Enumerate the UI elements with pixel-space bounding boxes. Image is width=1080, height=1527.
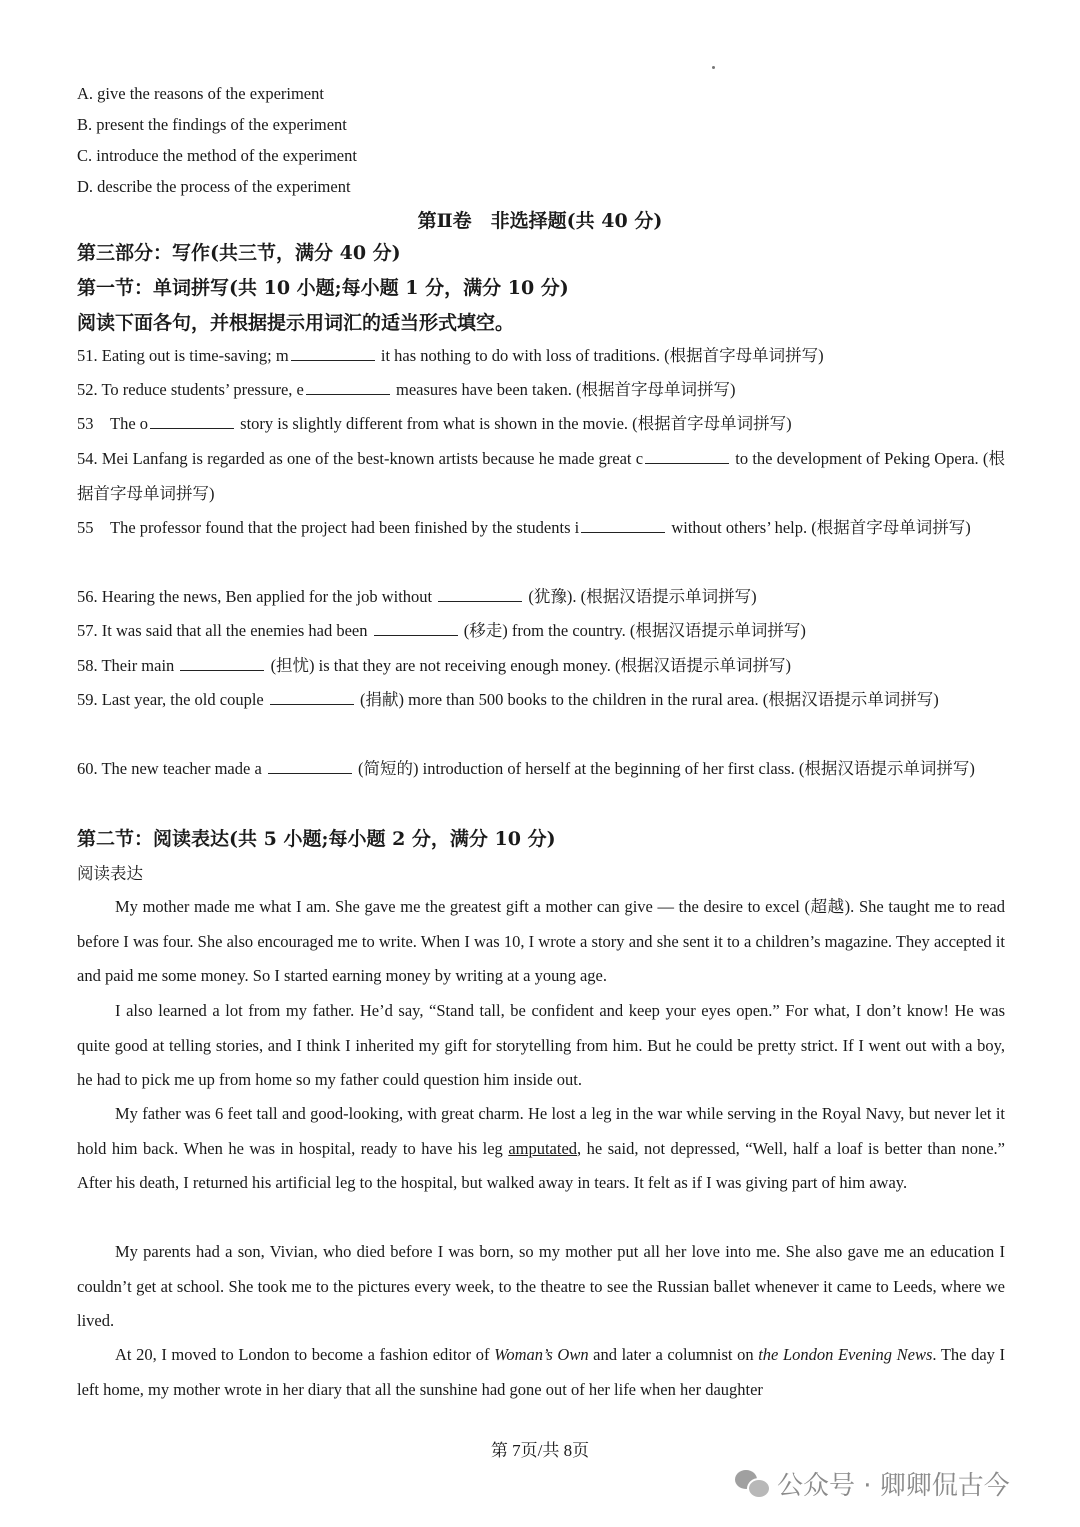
magazine-title: Woman’s Own xyxy=(494,1345,589,1364)
question-56: 56. Hearing the news, Ben applied for the job without (犹豫). (根据汉语提示单词拼写) xyxy=(77,580,1005,615)
question-59: 59. Last year, the old couple (捐献) more than 500 books to the children in the rural area. (根据汉语提示单词拼写) xyxy=(77,683,1005,718)
answer-blank-57[interactable] xyxy=(374,617,458,636)
answer-blank-54[interactable] xyxy=(645,445,729,464)
question-60: 60. The new teacher made a (简短的) introduction of herself at the beginning of her first class. (根据汉语提示单词拼写) xyxy=(77,752,1005,787)
passage-paragraph-5: At 20, I moved to London to become a fashion editor of Woman’s Own and later a columnist on the London Evening News. The day I left home, my mother wrote in her diary that all the sunshine had gone out of her life when her daughter xyxy=(77,1345,1005,1399)
answer-blank-53[interactable] xyxy=(150,410,234,429)
option-d: D. describe the process of the experiment xyxy=(77,177,351,196)
section1-title: 第一节：单词拼写(共 10 小题;每小题 1 分，满分 10 分) xyxy=(77,277,569,299)
reading-label: 阅读表达 xyxy=(77,864,143,883)
volume-title: 第Ⅱ卷 非选择题(共 40 分) xyxy=(417,210,663,232)
question-54: 54. Mei Lanfang is regarded as one of the best-known artists because he made great c to the development of Peking Opera. (根据首字母单词拼写) xyxy=(77,442,1005,511)
question-52: 52. To reduce students’ pressure, e measures have been taken. (根据首字母单词拼写) xyxy=(77,373,1005,408)
passage-paragraph-4: My parents had a son, Vivian, who died before I was born, so my mother put all her love into me. She also gave me an education I couldn’t get at school. She took me to the pictures every week, to the theatre to see the Russian ballet whenever it came to Leeds, where we lived. xyxy=(77,1242,1005,1330)
answer-blank-60[interactable] xyxy=(268,755,352,774)
part3-title: 第三部分：写作(共三节，满分 40 分) xyxy=(77,242,401,264)
page-number: 第 7页/共 8页 xyxy=(490,1441,590,1460)
question-53: 53 The o story is slightly different from what is shown in the movie. (根据首字母单词拼写) xyxy=(77,407,1005,442)
underlined-word: amputated xyxy=(508,1138,578,1158)
newspaper-title: the London Evening News xyxy=(758,1345,933,1364)
passage-paragraph-2: I also learned a lot from my father. He’d say, “Stand tall, be confident and keep your eyes open.” For what, I don’t know! He was quite good at telling stories, and I think I inherited my gift for storytelling from him. But he could be pretty strict. If I went out with a boy, he had to pick me up from home so my father could question him inside out. xyxy=(77,1001,1005,1089)
section1-instruction: 阅读下面各句，并根据提示用词汇的适当形式填空。 xyxy=(77,312,515,334)
answer-blank-52[interactable] xyxy=(306,376,390,395)
section2-title: 第二节：阅读表达(共 5 小题;每小题 2 分，满分 10 分) xyxy=(77,828,556,850)
question-57: 57. It was said that all the enemies had been (移走) from the country. (根据汉语提示单词拼写) xyxy=(77,614,1005,649)
watermark xyxy=(735,1461,1010,1505)
scan-speck xyxy=(712,66,715,69)
answer-blank-51[interactable] xyxy=(291,342,375,361)
option-b: B. present the findings of the experiment xyxy=(77,115,347,134)
watermark-text: 公众号 · 卿卿侃古今 xyxy=(777,1470,1010,1501)
option-a: A. give the reasons of the experiment xyxy=(77,84,324,103)
passage-paragraph-1: My mother made me what I am. She gave me the greatest gift a mother can give — the desire to excel (超越). She taught me to read before I was four. She also encouraged me to write. When I was 10, I wrote a story and she sent it to a children’s magazine. They accepted it and paid me some money. So I started earning money by writing at a young age. xyxy=(77,897,1005,985)
question-55: 55 The professor found that the project had been finished by the students i without others’ help. (根据首字母单词拼写) xyxy=(77,511,1005,546)
answer-blank-55[interactable] xyxy=(581,514,665,533)
wechat-icon xyxy=(735,1468,769,1498)
answer-blank-56[interactable] xyxy=(438,583,522,602)
answer-blank-58[interactable] xyxy=(180,652,264,671)
passage-paragraph-3: My father was 6 feet tall and good-looking, with great charm. He lost a leg in the war while serving in the Royal Navy, but never let it hold him back. When he was in hospital, ready to have his leg amputated, he said, not depressed, “Well, half a loaf is better than none.” After his death, I returned his artificial leg to the hospital, but walked away in tears. It felt as if I was giving part of him away. xyxy=(77,1104,1005,1192)
option-c: C. introduce the method of the experiment xyxy=(77,146,357,165)
question-58: 58. Their main (担忧) is that they are not receiving enough money. (根据汉语提示单词拼写) xyxy=(77,649,1005,684)
answer-blank-59[interactable] xyxy=(270,686,354,705)
question-51: 51. Eating out is time-saving; m it has nothing to do with loss of traditions. (根据首字母单词拼写) xyxy=(77,339,1005,374)
